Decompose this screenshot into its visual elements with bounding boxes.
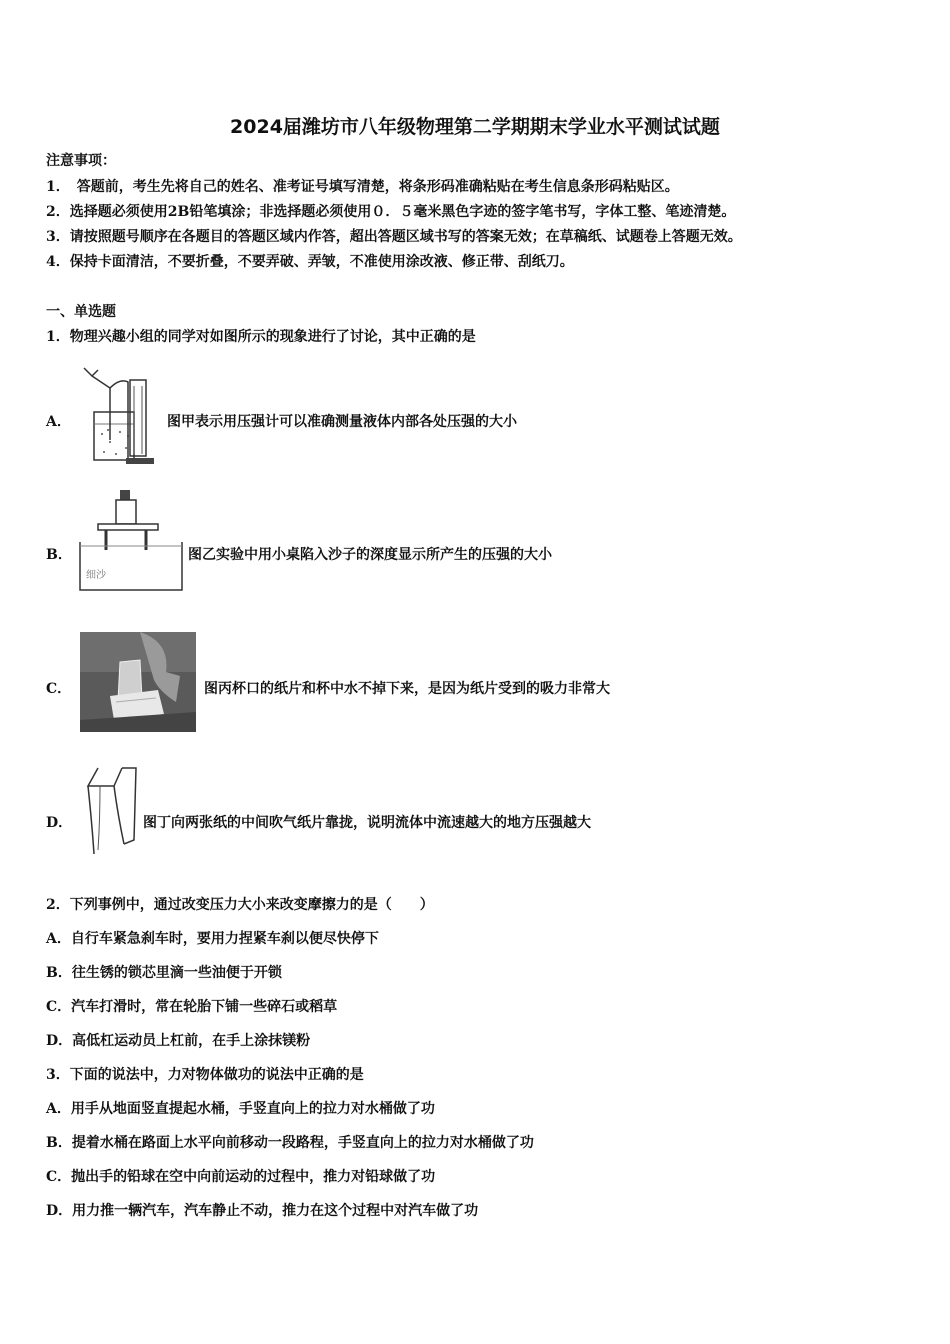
- question-3-stem: 3．下面的说法中，力对物体做功的说法中正确的是: [46, 1067, 364, 1083]
- q1-option-a-label: A．: [46, 414, 71, 430]
- question-2-stem: 2．下列事例中，通过改变压力大小来改变摩擦力的是（ ）: [46, 897, 434, 913]
- q3-option-c: C．抛出手的铅球在空中向前运动的过程中，推力对铅球做了功: [46, 1169, 436, 1185]
- page-title: 2024届潍坊市八年级物理第二学期期末学业水平测试试题: [230, 116, 720, 138]
- inverted-cup-photo: [80, 632, 196, 732]
- q2-option-d: D．高低杠运动员上杠前，在手上涂抹镁粉: [46, 1033, 311, 1049]
- notice-item-3: 3．请按照题号顺序在各题目的答题区域内作答，超出答题区域书写的答案无效；在草稿纸、试题卷上答题无效。: [46, 229, 742, 245]
- q1-option-d-text: 图丁向两张纸的中间吹气纸片靠拢，说明流体中流速越大的地方压强越大: [143, 815, 591, 831]
- q2-option-a: A．自行车紧急刹车时，要用力捏紧车刹以便尽快停下: [46, 931, 379, 947]
- notice-heading: 注意事项：: [46, 153, 116, 169]
- notice-item-4: 4．保持卡面清洁，不要折叠，不要弄破、弄皱，不准使用涂改液、修正带、刮纸刀。: [46, 254, 574, 270]
- q1-option-b-label: B．: [46, 547, 72, 563]
- sand-label: 细沙: [86, 570, 106, 581]
- q2-option-b: B．往生锈的锁芯里滴一些油便于开锁: [46, 965, 282, 981]
- pressure-gauge-figure: [80, 362, 166, 466]
- q3-option-a: A．用手从地面竖直提起水桶，手竖直向上的拉力对水桶做了功: [46, 1101, 435, 1117]
- two-papers-figure: [78, 764, 140, 858]
- q1-option-b-text: 图乙实验中用小桌陷入沙子的深度显示所产生的压强的大小: [188, 547, 552, 563]
- notice-item-1: 1． 答题前，考生先将自己的姓名、准考证号填写清楚，将条形码准确粘贴在考生信息条形码粘贴区。: [46, 179, 679, 195]
- q1-option-d-label: D．: [46, 815, 73, 831]
- notice-item-2: 2．选择题必须使用2B铅笔填涂；非选择题必须使用０．５毫米黑色字迹的签字笔书写，字体工整、笔迹清楚。: [46, 204, 736, 220]
- q1-option-a-text: 图甲表示用压强计可以准确测量液体内部各处压强的大小: [167, 414, 517, 430]
- q1-option-c-label: C．: [46, 681, 72, 697]
- q3-option-b: B．提着水桶在路面上水平向前移动一段路程，手竖直向上的拉力对水桶做了功: [46, 1135, 534, 1151]
- section-heading: 一、单选题: [46, 304, 116, 320]
- q2-option-c: C．汽车打滑时，常在轮胎下铺一些碎石或稻草: [46, 999, 338, 1015]
- question-1-stem: 1．物理兴趣小组的同学对如图所示的现象进行了讨论，其中正确的是: [46, 329, 476, 345]
- small-table-sand-figure: [78, 488, 184, 592]
- q3-option-d: D．用力推一辆汽车，汽车静止不动，推力在这个过程中对汽车做了功: [46, 1203, 479, 1219]
- q1-option-c-text: 图丙杯口的纸片和杯中水不掉下来，是因为纸片受到的吸力非常大: [204, 681, 610, 697]
